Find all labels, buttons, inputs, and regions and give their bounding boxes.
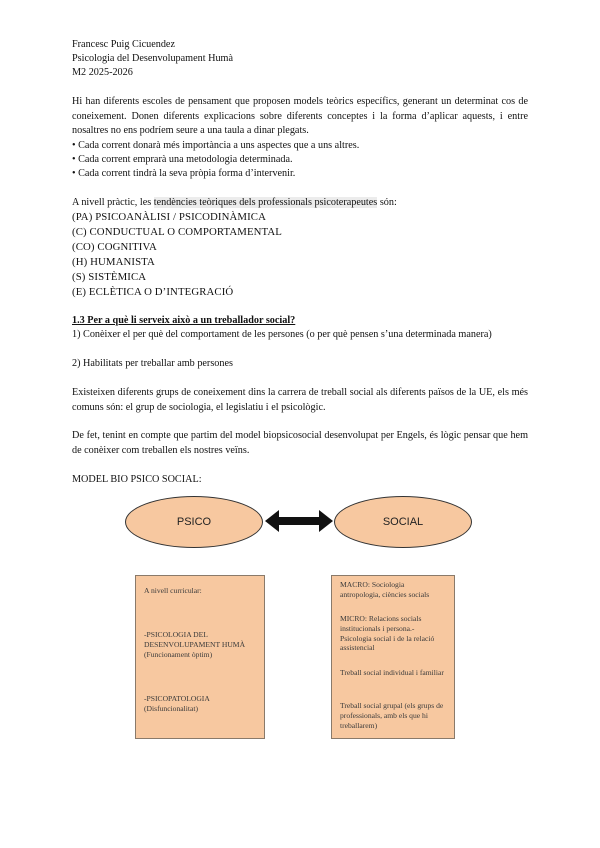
social-box-item: Treball social grupal (els grups de professionals, amb els que hi treballarem) [340, 701, 444, 730]
psico-box [135, 575, 265, 739]
model-title: MODEL BIO PSICO SOCIAL: [72, 474, 202, 485]
bullet-item: • Cada corrent emprarà una metodologia determinada. [72, 154, 293, 165]
author-name: Francesc Puig Cicuendez [72, 39, 175, 50]
knowledge-groups-paragraph: Existeixen diferents grups de coneixement dins la carrera de treball social als diferents països de la UE, els més comuns són: el grup de sociologia, el legislatiu i el psicològic. [72, 387, 528, 413]
social-label: SOCIAL [382, 516, 424, 528]
psico-label: PSICO [176, 516, 212, 528]
trend-item: (H) HUMANISTA [72, 256, 155, 268]
biopsychosocial-paragraph: De fet, tenint en compte que partim del model biopsicosocial desenvolupat per Engels, és lògic pensar que hem de conèixer com treballen els nostres veïns. [72, 430, 528, 456]
social-box [331, 575, 455, 739]
trends-lead [72, 196, 397, 210]
section-item-2: 2) Habilitats per treballar amb persones [72, 358, 233, 369]
trends-lead-end: són: [377, 197, 397, 208]
section-item-1: 1) Conèixer el per què del comportament de les persones (o per què pensen s’una determinada manera) [72, 329, 492, 340]
intro-paragraph: Hi han diferents escoles de pensament que proposen models teòrics específics, generant un determinat cos de coneixement. Donen diferents explicacions sobre diferents conceptes i la forma d’aplicar aquests, i entre nosaltres no ens podríem seure a una taula a dinar plegats. [72, 96, 528, 137]
psico-ellipse [125, 496, 263, 548]
psico-box-item: -PSICOPATOLOGIA (Disfuncionalitat) [144, 694, 210, 713]
psico-box-item: -PSICOLOGIA DEL DESENVOLUPAMENT HUMÀ (Funcionament òptim) [144, 630, 246, 659]
social-ellipse [334, 496, 472, 548]
double-arrow-icon [265, 508, 333, 534]
bullet-item: • Cada corrent tindrà la seva pròpia forma d’intervenir. [72, 168, 296, 179]
module-year: M2 2025-2026 [72, 67, 133, 78]
social-box-item: MICRO: Relacions socials institucionals i persona.- Psicologia social i de la relació assistencial [340, 614, 435, 653]
bullet-item: • Cada corrent donarà més importància a uns aspectes que a uns altres. [72, 140, 360, 151]
subject-name: Psicologia del Desenvolupament Humà [72, 53, 233, 64]
trends-lead-highlight: tendències teòriques dels professionals psicoterapeutes [153, 197, 378, 208]
section-heading: 1.3 Per a què li serveix això a un treballador social? [72, 315, 296, 326]
trend-item: (S) SISTÈMICA [72, 271, 147, 283]
trend-item: (CO) COGNITIVA [72, 241, 157, 253]
social-box-item: MACRO: Sociologia antropologia, ciències socials [340, 580, 430, 599]
trend-item: (C) CONDUCTUAL O COMPORTAMENTAL [72, 226, 282, 238]
trend-item: (E) ECLÈTICA O D’INTEGRACIÓ [72, 286, 234, 298]
psico-box-heading: A nivell curricular: [144, 586, 202, 595]
trends-lead-start: A nivell pràctic, les [72, 197, 154, 208]
social-box-item: Treball social individual i familiar [340, 668, 444, 677]
trend-item: (PA) PSICOANÀLISI / PSICODINÀMICA [72, 211, 266, 223]
